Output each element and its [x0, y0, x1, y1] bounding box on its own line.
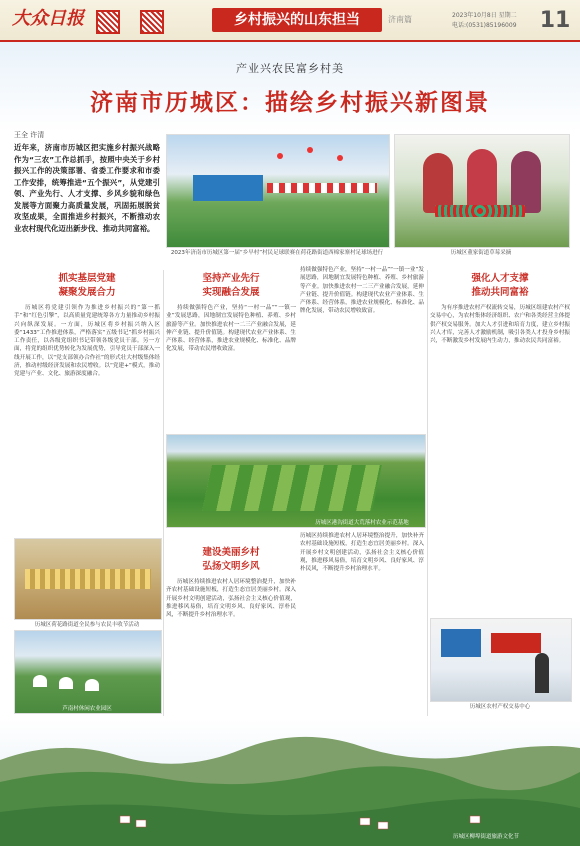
banner-graphic	[193, 175, 263, 201]
section-body-continued: 持续做强特色产业，坚持“一村一品”“一镇一业”发展思路，因地制宜发展特色种植、养殖、乡村旅游等产业。加快推进农村一二三产业融合发展，延伸产业链、提升价值链。构建现代农业产业体系、生产体系、经营体系，推进农业规模化、标准化、品牌化发展，带动农民增收致富。	[300, 267, 424, 315]
page-number: 11	[539, 8, 571, 33]
photo-property-exchange	[430, 618, 572, 702]
strawberry-graphic	[435, 205, 525, 217]
balloon-icon	[307, 147, 313, 153]
person-graphic	[511, 151, 541, 213]
section-body: 为有序推进农村产权流转交易，历城区组建农村产权交易中心，为农村集体经济组织、农户和各类经营主体提供产权交易服务。加大人才引进和培育力度，建立乡村振兴人才库，完善人才激励机制，吸引各类人才投身乡村振兴，不断激发乡村发展内生动力，推动农民共同富裕。	[430, 305, 570, 345]
qr-code-icon	[96, 10, 120, 34]
section-title: 强化人才支撑	[471, 273, 529, 284]
newspaper-logo: 大众日报	[12, 8, 84, 29]
players-graphic	[267, 183, 377, 193]
photo-caption: 历城区农村产权交易中心	[469, 704, 531, 710]
section-title: 抓实基层党建	[58, 273, 116, 284]
photo-mountain-panorama	[0, 720, 580, 846]
tent-graphic	[59, 677, 73, 689]
person-graphic	[535, 653, 549, 693]
person-graphic	[467, 149, 497, 213]
mountain-panorama-graphic	[0, 720, 580, 846]
column-divider	[427, 270, 428, 716]
field-graphic	[202, 465, 382, 511]
photo-farm-aerial	[166, 434, 426, 528]
photo-caption: 2023年济南市历城区第一届“乡早村”村民足球联赛在荷花路街道西棉家寨村足球场进行	[170, 250, 384, 256]
photo-football-league	[166, 134, 390, 248]
balloon-icon	[277, 153, 283, 159]
photo-caption: 历城区董家街道草莓采摘	[450, 250, 512, 256]
article-title: 济南市历城区：描绘乡村振兴新图景	[90, 90, 490, 116]
qr-code-icon	[140, 10, 164, 34]
section-label: 济南篇	[388, 15, 412, 24]
section-banner: 乡村振兴的山东担当	[212, 8, 382, 32]
tent-graphic	[85, 679, 99, 691]
photo-caption: 历城区荷花路街道全民参与农民丰收节活动	[34, 622, 140, 628]
photo-strawberry-picking	[394, 134, 570, 248]
section-title: 推动共同富裕	[471, 287, 529, 298]
photo-caption: 芦南村休闲农业园区	[62, 706, 112, 712]
section-title: 建设美丽乡村	[202, 547, 260, 558]
section-title: 凝聚发展合力	[58, 287, 116, 298]
crowd-graphic	[25, 569, 151, 589]
tent-graphic	[33, 675, 47, 687]
column-divider	[163, 270, 164, 716]
photo-leisure-park	[14, 630, 162, 714]
person-graphic	[423, 153, 453, 213]
contact-phone: 电话:(0531)85196009	[452, 22, 517, 29]
balloon-icon	[337, 155, 343, 161]
article-author: 王全 许清	[14, 131, 45, 139]
section-body: 历城区持续推进农村人居环境整治提升，加快补齐农村基础设施短板，打造生态宜居美丽乡村。深入开展乡村文明创建活动，弘扬社会主义核心价值观，推进移风易俗，培育文明乡风、良好家风、淳朴民风，不断提升乡村治理水平。	[166, 579, 296, 619]
section-body: 持续做强特色产业，坚持“一村一品”“一镇一业”发展思路，因地制宜发展特色种植、养殖、乡村旅游等产业。加快推进农村一二三产业融合发展，延伸产业链、提升价值链。构建现代农业产业体系、生产体系、经营体系，推进农业规模化、标准化、品牌化发展，带动农民增收致富。	[166, 305, 296, 353]
section-body-continued: 历城区持续推进农村人居环境整治提升，加快补齐农村基础设施短板，打造生态宜居美丽乡村。深入开展乡村文明创建活动，弘扬社会主义核心价值观，推进移风易俗，培育文明乡风、良好家风、淳朴民风，不断提升乡村治理水平。	[300, 533, 424, 573]
sign-graphic	[491, 633, 541, 653]
section-body: 历城区将党建引领作为推进乡村振兴的“第一抓手”和“红色引擎”，以高质量党建统筹各方力量推动乡村振兴向纵深发展。一方面，历城区将乡村振兴纳入区委“1433”工作推进体系，严格落实“五级书记”抓乡村振兴工作责任，以各级党组织书记带领各级党员干部。另一方面，将党的组织优势转化为发展优势，引导党员干部深入一线开展工作，以“党支部领办合作社”的形式壮大村级集体经济，推动村级经济发展和农民增收。以“党建+”模式，推动党建与产业、文化、旅游深度融合。	[14, 305, 160, 378]
article-subtitle: 产业兴农民富乡村美	[236, 62, 344, 75]
article-intro: 近年来，济南市历城区把实施乡村振兴战略作为“三农”工作总抓手，按照中央关于乡村振兴工作的决策部署、省委工作要求和市委工作安排，统筹推进“五个振兴”，从党建引领、产业先行、人才支撑、乡风乡貌和绿色发展等方面聚力高质量发展，巩固拓展脱贫攻坚成果，全面推进乡村振兴，不断推动农业农村现代化迈出新步伐、推动共同富裕。	[14, 143, 160, 233]
photo-harvest-festival	[14, 538, 162, 620]
photo-caption: 历城区柳埠街道旅游文化节	[452, 834, 519, 840]
section-title: 坚持产业先行	[202, 273, 260, 284]
screen-graphic	[441, 629, 481, 657]
section-title: 弘扬文明乡风	[202, 561, 260, 572]
issue-date: 2023年10月8日 星期二	[452, 12, 517, 19]
photo-caption: 历城区港沟街道大荒落村农业示范基地	[315, 520, 409, 526]
section-title: 实现融合发展	[202, 287, 260, 298]
